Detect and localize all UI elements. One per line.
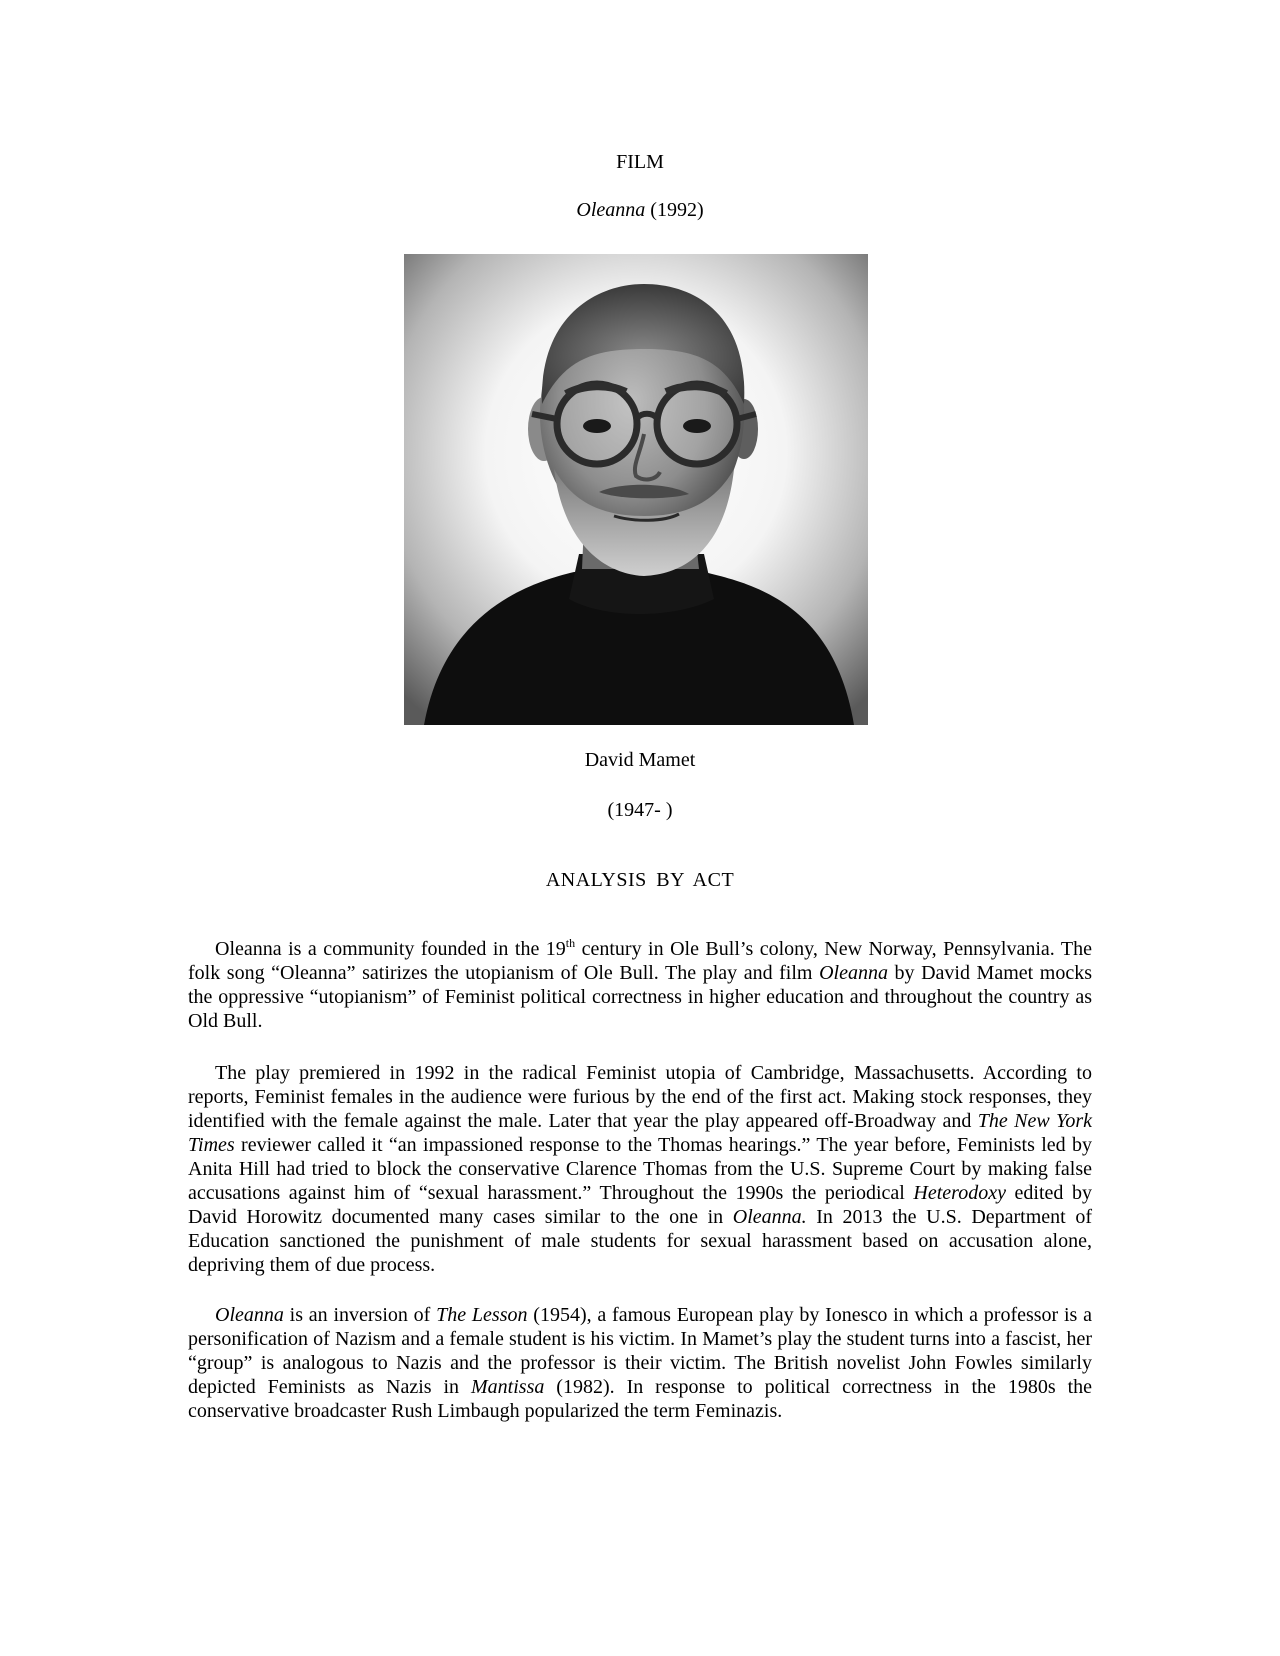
section-label: FILM <box>616 151 664 173</box>
p2-italic-newspaper: The New York Times <box>188 1110 1092 1156</box>
p1-text-1: Oleanna is a community founded in the 19 <box>215 938 566 960</box>
p1-text-3: by David Mamet mocks the oppressive “utopianism” of Feminist political correctness in higher education and throughout the country as Old Bull. <box>188 962 1092 1032</box>
p2-italic-periodical: Heterodoxy <box>913 1182 1006 1204</box>
author-name: David Mamet <box>584 749 696 771</box>
p3-italic-novel: Mantissa <box>471 1376 545 1398</box>
author-portrait <box>404 254 868 725</box>
film-year: (1992) <box>645 199 704 221</box>
paragraph-2 <box>188 1061 1092 1277</box>
p2-text-4: In 2013 the U.S. Department of Education sanctioned the punishment of male students for sexual harassment based on accusation alone, depriving them of due process. <box>188 1206 1092 1276</box>
paragraph-3 <box>188 1303 1092 1423</box>
p3-italic-play: The Lesson <box>436 1304 528 1326</box>
p1-text-2: century in Ole Bull’s colony, New Norway, Pennsylvania. The folk song “Oleanna” satirizes the utopianism of Ole Bull. The play and film <box>188 938 1092 984</box>
p3-text-1: is an inversion of <box>283 1304 437 1326</box>
p3-italic-title: Oleanna <box>215 1304 284 1326</box>
film-title <box>0 198 1280 222</box>
p1-italic-title: Oleanna <box>819 962 888 984</box>
p2-text-3: edited by David Horowitz documented many cases similar to the one in <box>188 1182 1092 1228</box>
p3-text-3: (1982). In response to political correctness in the 1980s the conservative broadcaster Rush Limbaugh popularized the term Feminazis. <box>188 1376 1092 1422</box>
p2-text-2: reviewer called it “an impassioned response to the Thomas hearings.” The year before, Feminists led by Anita Hill had tried to block the conservative Clarence Thomas from the U.S. Supreme Court by making false accusations against him of “sexual harassment.” Throughout the 1990s the periodical <box>188 1134 1092 1204</box>
p2-text-1: The play premiered in 1992 in the radical Feminist utopia of Cambridge, Massachusetts. According to reports, Feminist females in the audience were furious by the end of the first act. Making stock responses, they identified with the female against the male. Later that year the play appeared off-Broadway and <box>188 1062 1092 1132</box>
paragraph-1 <box>188 937 1092 1033</box>
p2-italic-title: Oleanna. <box>732 1206 807 1228</box>
author-dates: (1947- ) <box>607 799 673 821</box>
analysis-heading: ANALYSIS BY ACT <box>545 869 735 891</box>
p1-superscript: th <box>565 936 576 950</box>
p3-text-2: (1954), a famous European play by Ionesco in which a professor is a personification of Nazism and a female student is his victim. In Mamet’s play the student turns into a fascist, her “group” is analogous to Nazis and the professor is their victim. The British novelist John Fowles similarly depicted Feminists as Nazis in <box>188 1304 1092 1398</box>
film-title-name: Oleanna <box>576 199 646 221</box>
